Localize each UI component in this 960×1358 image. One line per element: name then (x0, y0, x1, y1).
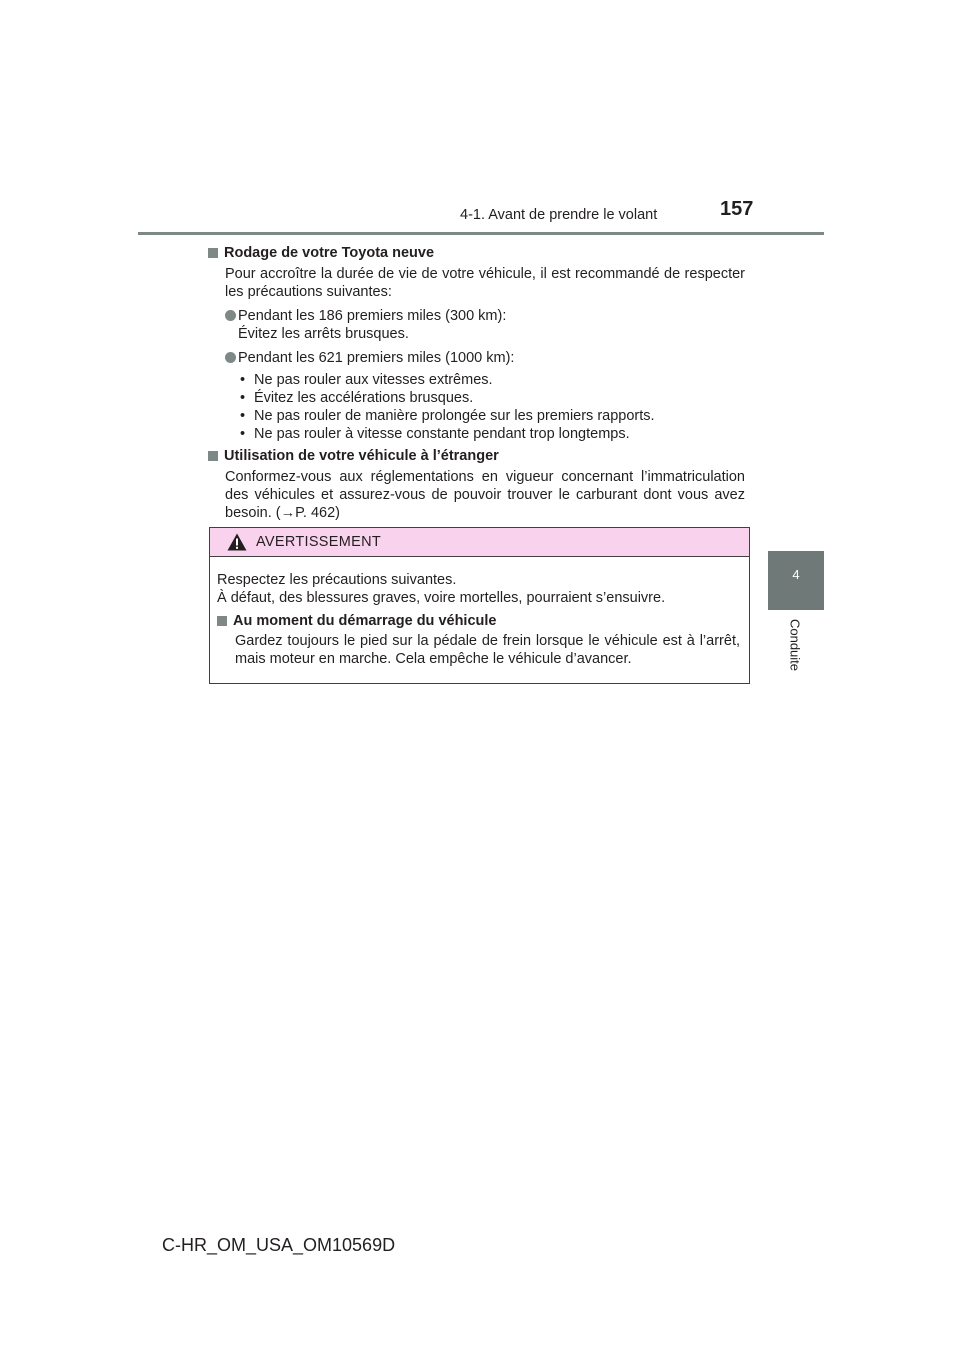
section-heading-etranger (208, 447, 745, 465)
chapter-title: Conduite (787, 618, 803, 672)
warning-text: Gardez toujours le pied sur la pédale de frein lorsque le véhicule est à l’arrêt, mais moteur en marche. Cela empêche le véhicule d’avancer. (235, 633, 740, 667)
warning-title: AVERTISSEMENT (256, 534, 382, 550)
footer-doc-code: C-HR_OM_USA_OM10569D (162, 1235, 396, 1255)
sub-list-item: • Ne pas rouler à vitesse constante pendant trop longtemps. (238, 425, 745, 443)
square-bullet-icon (208, 451, 218, 461)
section-intro: Pour accroître la durée de vie de votre véhicule, il est recommandé de respecter les précautions suivantes: (225, 266, 745, 300)
square-bullet-icon (217, 616, 227, 626)
page-number: 157 (720, 198, 754, 220)
sub-list-item: • Évitez les accélérations brusques. (238, 389, 745, 407)
section-heading-rodage (208, 244, 745, 262)
sub-list (238, 371, 745, 443)
chapter-tab (768, 551, 824, 610)
circle-bullet-icon (225, 352, 236, 363)
warning-line: À défaut, des blessures graves, voire mortelles, pourraient s’ensuivre. (217, 590, 666, 606)
header-rule (138, 232, 824, 235)
warning-line: Respectez les précautions suivantes. (217, 572, 457, 588)
warning-body (210, 557, 749, 668)
bullet-item (225, 349, 745, 367)
bullet-text: Pendant les 621 premiers miles (1000 km): (238, 350, 515, 366)
bullet-text: Pendant les 186 premiers miles (300 km): (238, 308, 507, 324)
warning-header (210, 528, 749, 557)
square-bullet-icon (208, 248, 218, 258)
warning-subheading-text: Au moment du démarrage du véhicule (233, 613, 497, 629)
sub-list-item: • Ne pas rouler aux vitesses extrêmes. (238, 371, 745, 389)
section-title: Rodage de votre Toyota neuve (224, 245, 435, 261)
bullet-item (225, 307, 745, 343)
bullet-text: Évitez les arrêts brusques. (238, 326, 409, 342)
sub-list-item: • Ne pas rouler de manière prolongée sur les premiers rapports. (238, 407, 745, 425)
section-title: Utilisation de votre véhicule à l’étranger (224, 448, 499, 464)
circle-bullet-icon (225, 310, 236, 321)
main-content (208, 244, 745, 522)
chapter-number: 4 (792, 567, 800, 582)
section-text: Conformez-vous aux réglementations en vigueur concernant l’immatriculation des véhicules et assurez-vous de pouvoir trouver le carburant dont vous avez besoin. (→P. 462) (225, 469, 745, 521)
warning-box (209, 527, 750, 684)
header-section-title: 4-1. Avant de prendre le volant (460, 207, 658, 223)
warning-triangle-icon (227, 533, 247, 551)
warning-subheading (217, 612, 740, 630)
